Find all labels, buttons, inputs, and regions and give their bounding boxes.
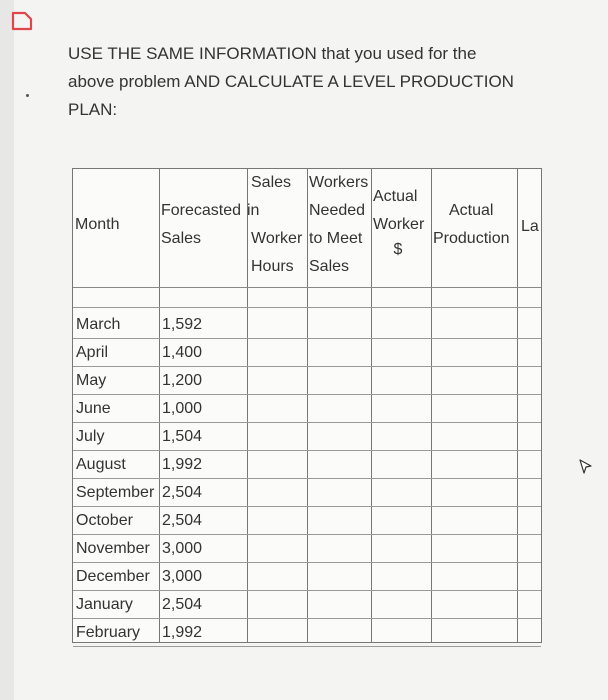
row-divider xyxy=(73,394,541,395)
header-forecasted: Forecasted Sales xyxy=(161,202,242,247)
table-row-month: October xyxy=(76,512,133,529)
table-row-month: May xyxy=(76,372,107,389)
bullet-dot xyxy=(26,94,29,97)
table-row-sales: 3,000 xyxy=(162,568,203,585)
table-row-sales: 3,000 xyxy=(162,540,203,557)
table-divider xyxy=(431,169,432,642)
table-row-sales: 2,504 xyxy=(162,596,203,613)
table-row-month: March xyxy=(76,316,121,333)
header-actual-worker: Actual Worker $ xyxy=(373,188,425,258)
question-line-2: above problem AND CALCULATE A LEVEL PRODUCTION xyxy=(68,72,514,91)
table-row-sales: 1,992 xyxy=(162,456,203,473)
table-row-sales: 1,400 xyxy=(162,344,203,361)
table-row-month: August xyxy=(76,456,126,473)
table-row-sales: 1,992 xyxy=(162,624,203,641)
table-row-month: November xyxy=(76,540,150,557)
table-row-month: April xyxy=(76,344,109,361)
bookmark-icon xyxy=(10,10,34,32)
mouse-cursor-icon xyxy=(578,458,594,476)
table-divider xyxy=(307,169,308,642)
header-month: Month xyxy=(75,216,120,233)
table-divider xyxy=(247,169,248,642)
row-divider xyxy=(73,618,541,619)
table-row-sales: 1,592 xyxy=(162,316,203,333)
table-row-sales: 2,504 xyxy=(162,484,203,501)
row-divider xyxy=(73,366,541,367)
table-divider xyxy=(159,169,160,642)
row-divider xyxy=(73,422,541,423)
header-divider xyxy=(73,287,541,288)
question-line-3: PLAN: xyxy=(68,100,118,119)
row-divider xyxy=(73,450,541,451)
question-line-1: USE THE SAME INFORMATION that you used for the xyxy=(68,44,477,63)
row-divider xyxy=(73,338,541,339)
header-actual-production: Actual Production xyxy=(433,202,510,247)
header-sales-worker-hours: Sales in Worker Hours xyxy=(247,174,303,275)
table-row-month: June xyxy=(76,400,111,417)
table-row-month: January xyxy=(76,596,133,613)
header-workers-needed: Workers Needed to Meet Sales xyxy=(309,174,369,275)
table-row-month: September xyxy=(76,484,155,501)
row-divider xyxy=(73,646,541,647)
header-last-column: La xyxy=(521,218,539,235)
header-divider xyxy=(73,307,541,308)
table-row-sales: 1,000 xyxy=(162,400,203,417)
table-row-sales: 1,504 xyxy=(162,428,203,445)
table-divider xyxy=(517,169,518,642)
table-divider xyxy=(371,169,372,642)
table-row-sales: 2,504 xyxy=(162,512,203,529)
production-plan-table xyxy=(72,168,542,643)
table-row-sales: 1,200 xyxy=(162,372,203,389)
table-row-month: December xyxy=(76,568,150,585)
question-text xyxy=(68,40,558,124)
table-row-month: February xyxy=(76,624,141,641)
table-row-month: July xyxy=(76,428,105,445)
